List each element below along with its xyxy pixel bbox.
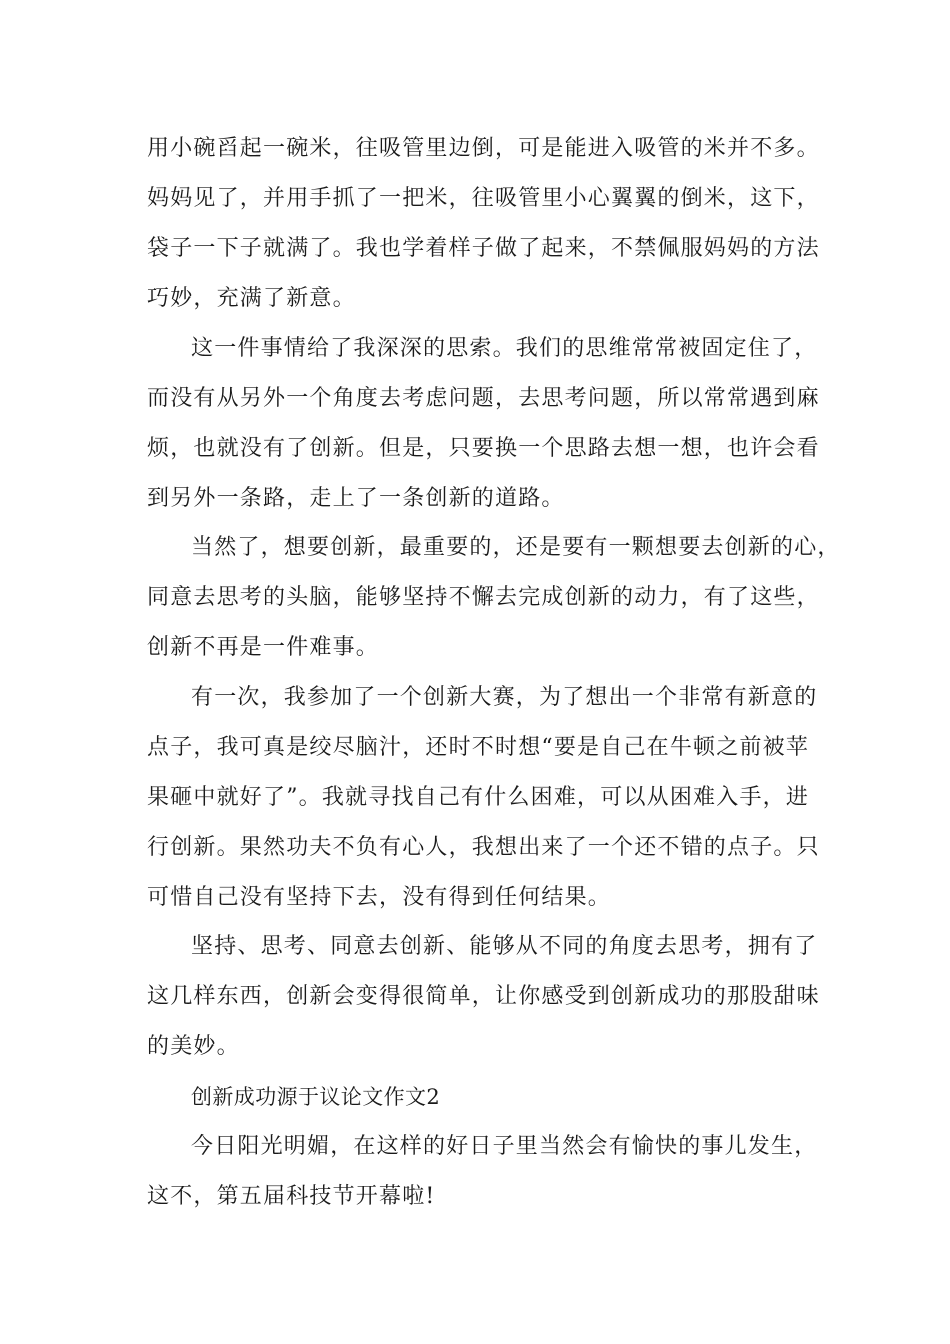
text-line: 这不，第五届科技节开幕啦!: [147, 1184, 436, 1209]
text-line: 巧妙，充满了新意。: [147, 286, 356, 311]
paragraph-first-line: 这一件事情给了我深深的思索。我们的思维常常被固定住了，: [191, 336, 818, 361]
text-line: 的美妙。: [147, 1034, 240, 1059]
paragraph-first-line: 有一次，我参加了一个创新大赛，为了想出一个非常有新意的: [191, 685, 818, 710]
text-line: 用小碗舀起一碗米，往吸管里边倒，可是能进入吸管的米并不多。: [147, 136, 820, 161]
text-line: 可惜自己没有坚持下去，没有得到任何结果。: [147, 885, 612, 910]
paragraph-first-line: 今日阳光明媚，在这样的好日子里当然会有愉快的事儿发生，: [191, 1134, 818, 1159]
text-line: 果砸中就好了”。我就寻找自己有什么困难，可以从困难入手，进: [147, 785, 810, 810]
text-line: 行创新。果然功夫不负有心人，我想出来了一个还不错的点子。只: [147, 835, 820, 860]
text-line: 这几样东西，创新会变得很简单，让你感受到创新成功的那股甜味: [147, 984, 820, 1009]
paragraph-first-line: 当然了，想要创新，最重要的，还是要有一颗想要去创新的心，: [191, 535, 841, 560]
text-line: 创新不再是一件难事。: [147, 635, 380, 660]
paragraph-first-line: 坚持、思考、同意去创新、能够从不同的角度去思考，拥有了: [191, 934, 818, 959]
section-heading: 创新成功源于议论文作文2: [191, 1085, 441, 1109]
text-line: 同意去思考的头脑，能够坚持不懈去完成创新的动力，有了这些，: [147, 585, 820, 610]
text-line: 妈妈见了，并用手抓了一把米，往吸管里小心翼翼的倒米，这下，: [147, 186, 820, 211]
text-line: 袋子一下子就满了。我也学着样子做了起来，不禁佩服妈妈的方法: [147, 236, 820, 261]
text-line: 而没有从另外一个角度去考虑问题，去思考问题，所以常常遇到麻: [147, 386, 820, 411]
text-line: 烦，也就没有了创新。但是，只要换一个思路去想一想，也许会看: [147, 436, 820, 461]
text-line: 到另外一条路，走上了一条创新的道路。: [147, 486, 565, 511]
text-line: 点子，我可真是绞尽脑汁，还时不时想“要是自己在牛顿之前被苹: [147, 735, 810, 760]
